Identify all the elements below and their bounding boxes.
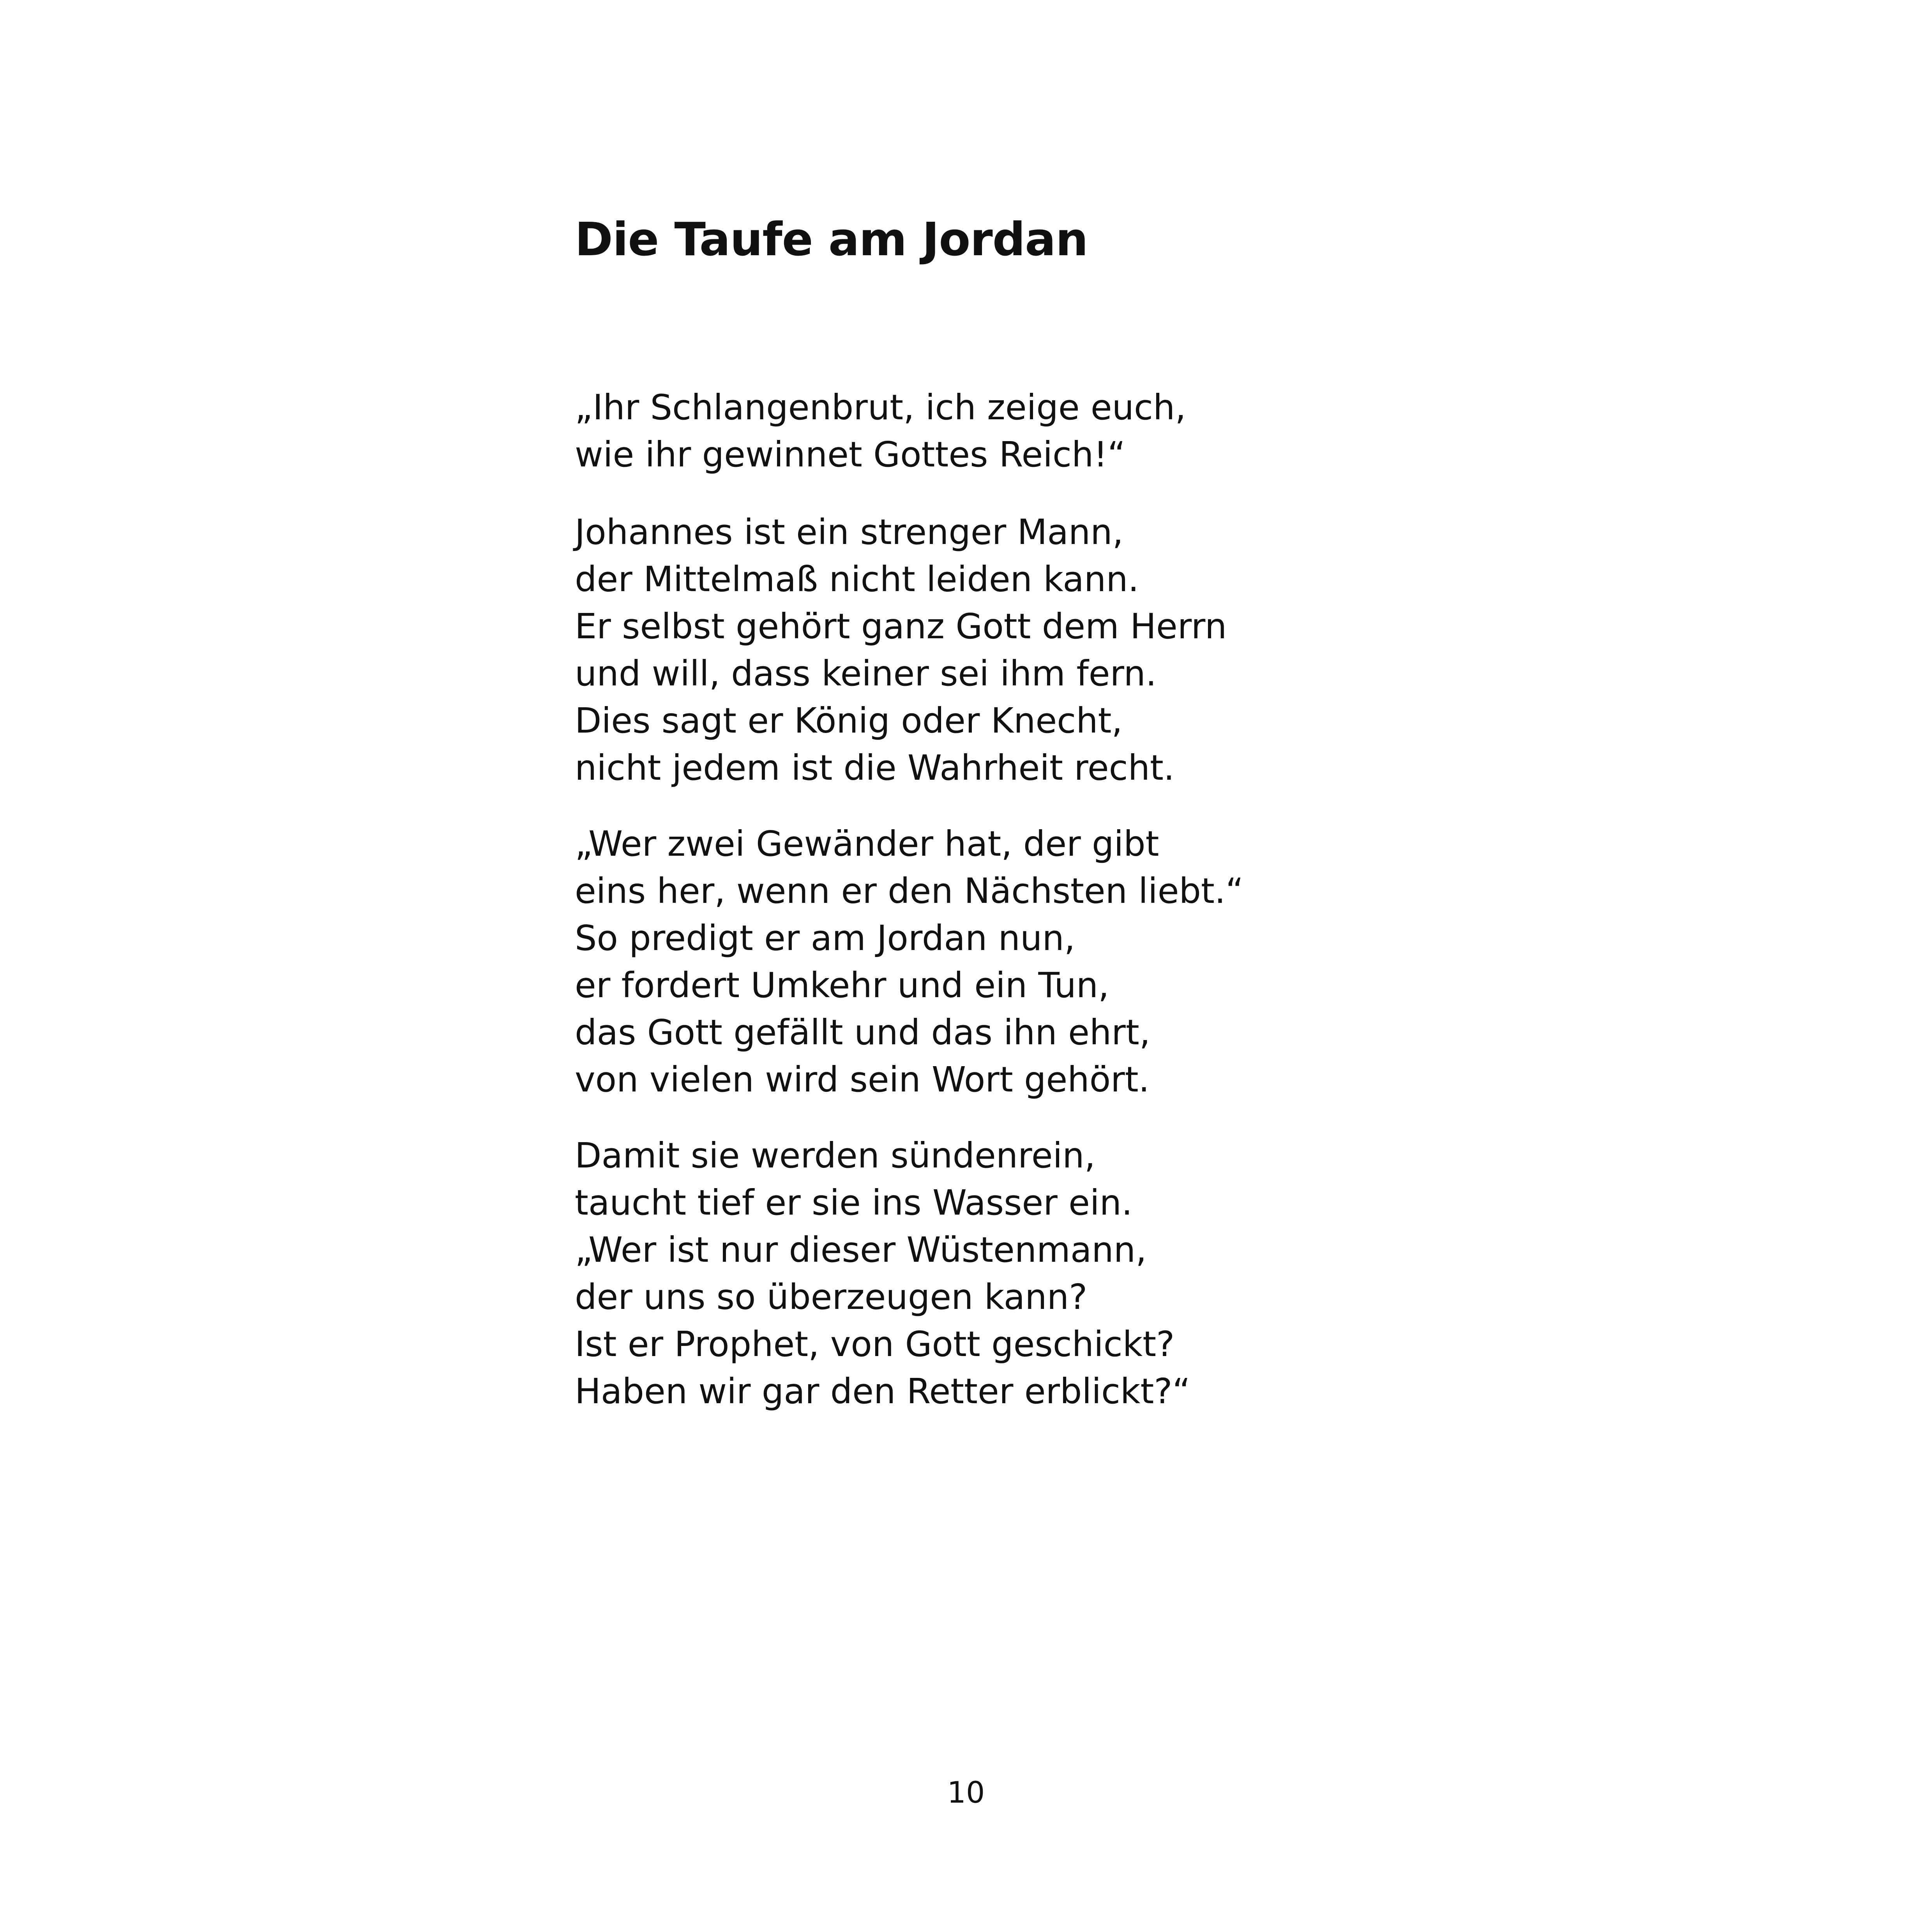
poem-line: Damit sie werden sündenrein, — [575, 1135, 1095, 1176]
poem-line: der uns so überzeugen kann? — [575, 1277, 1088, 1317]
poem-line: „Ihr Schlangenbrut, ich zeige euch, — [575, 387, 1186, 427]
poem-line: Ist er Prophet, von Gott geschickt? — [575, 1324, 1175, 1364]
poem-line: „Wer zwei Gewänder hat, der gibt — [575, 823, 1159, 864]
poem-line: von vielen wird sein Wort gehört. — [575, 1059, 1150, 1100]
poem-line: Er selbst gehört ganz Gott dem Herrn — [575, 606, 1227, 646]
poem-line: der Mittelmaß nicht leiden kann. — [575, 559, 1139, 599]
stanza — [575, 384, 1186, 478]
poem-line: eins her, wenn er den Nächsten liebt.“ — [575, 871, 1244, 911]
poem-line: So predigt er am Jordan nun, — [575, 918, 1075, 958]
poem-line: nicht jedem ist die Wahrheit recht. — [575, 747, 1175, 788]
poem-line: wie ihr gewinnet Gottes Reich!“ — [575, 434, 1126, 475]
stanza — [575, 1132, 1190, 1415]
poem-title: Die Taufe am Jordan — [575, 212, 1088, 266]
poem-line: Johannes ist ein strenger Mann, — [575, 512, 1123, 552]
poem-line: und will, dass keiner sei ihm fern. — [575, 653, 1157, 694]
poem-line: Haben wir gar den Retter erblickt?“ — [575, 1371, 1190, 1411]
poem-line: das Gott gefällt und das ihn ehrt, — [575, 1012, 1151, 1053]
poem-line: taucht tief er sie ins Wasser ein. — [575, 1182, 1133, 1223]
stanza — [575, 820, 1243, 1103]
poem-line: Dies sagt er König oder Knecht, — [575, 700, 1123, 741]
poem-line: er fordert Umkehr und ein Tun, — [575, 965, 1109, 1005]
poem-line: „Wer ist nur dieser Wüstenmann, — [575, 1229, 1147, 1270]
page-number: 10 — [947, 1775, 985, 1810]
stanza — [575, 509, 1227, 791]
